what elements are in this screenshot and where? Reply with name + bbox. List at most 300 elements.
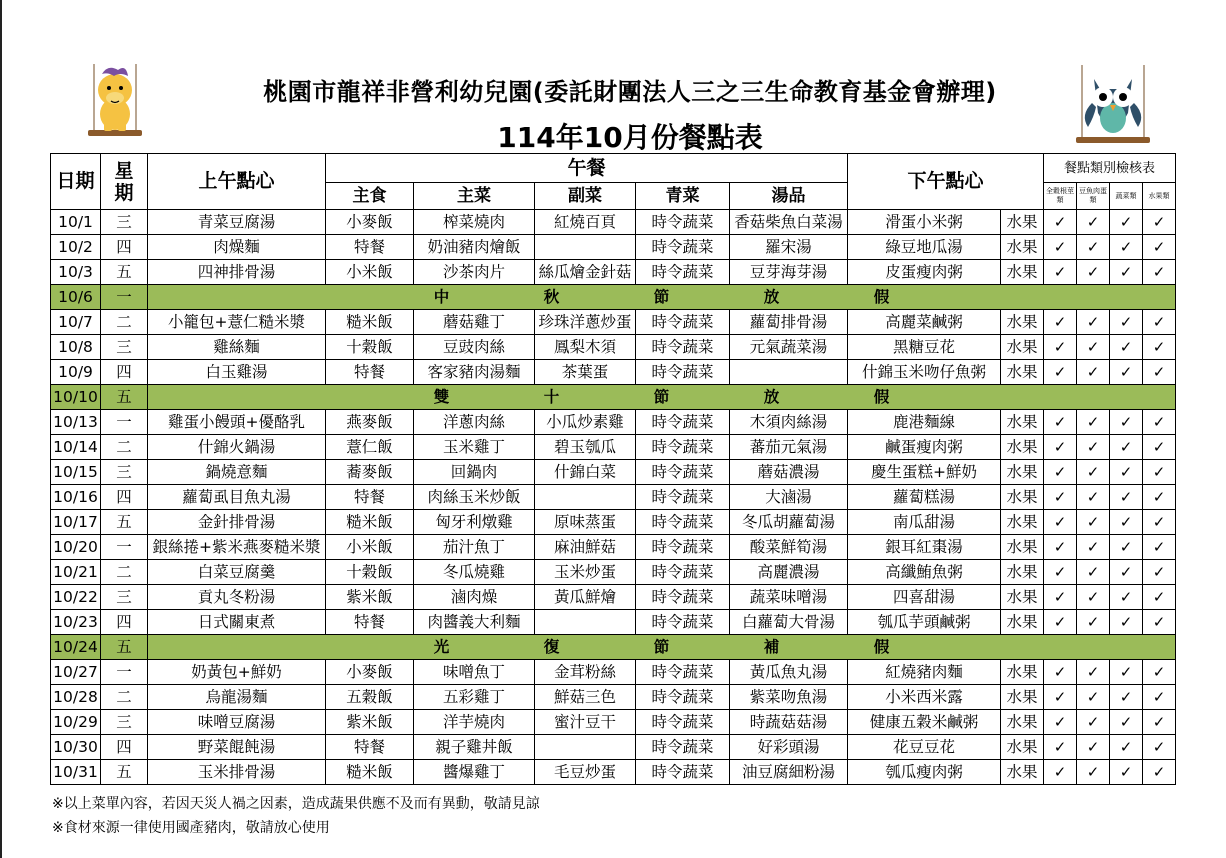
side-dish-cell: 玉米炒蛋: [535, 560, 636, 585]
check-grains-mark: ✓: [1044, 260, 1077, 285]
date-cell: 10/10: [51, 385, 101, 410]
header-check-protein: [1077, 183, 1110, 210]
check-vegetable-mark: ✓: [1110, 410, 1143, 435]
date-cell: 10/9: [51, 360, 101, 385]
meal-row: [51, 410, 1176, 435]
date-cell: 10/7: [51, 310, 101, 335]
main-dish-cell: 蘑菇雞丁: [414, 310, 535, 335]
meal-row: [51, 435, 1176, 460]
pm-snack-cell: 黑糖豆花: [848, 335, 1001, 360]
main-dish-cell: 榨菜燒肉: [414, 210, 535, 235]
header-date: 日期: [51, 154, 101, 210]
side-dish-cell: [535, 610, 636, 635]
pm-snack-cell: 鹹蛋瘦肉粥: [848, 435, 1001, 460]
meal-row: [51, 560, 1176, 585]
date-cell: 10/29: [51, 710, 101, 735]
holiday-char: 十: [543, 387, 560, 406]
main-dish-cell: 茄汁魚丁: [414, 535, 535, 560]
fruit-cell: 水果: [1001, 560, 1044, 585]
soup-cell: 元氣蔬菜湯: [730, 335, 848, 360]
vegetable-cell: 時令蔬菜: [636, 235, 730, 260]
pm-snack-cell: 瓠瓜瘦肉粥: [848, 760, 1001, 785]
side-dish-cell: 什錦白菜: [535, 460, 636, 485]
holiday-char: 秋: [543, 287, 560, 306]
meal-row: [51, 210, 1176, 235]
fruit-cell: 水果: [1001, 660, 1044, 685]
check-grains-mark: ✓: [1044, 310, 1077, 335]
staple-cell: 特餐: [326, 610, 414, 635]
holiday-char: 假: [873, 637, 890, 656]
date-cell: 10/17: [51, 510, 101, 535]
holiday-char: 放: [763, 387, 780, 406]
check-grains-mark: ✓: [1044, 710, 1077, 735]
weekday-cell: 四: [101, 610, 148, 635]
weekday-cell: 三: [101, 710, 148, 735]
staple-cell: 五穀飯: [326, 685, 414, 710]
header-check-vegetable: 蔬菜類: [1110, 183, 1143, 210]
meal-row: [51, 610, 1176, 635]
pm-snack-cell: 花豆豆花: [848, 735, 1001, 760]
meal-row: [51, 585, 1176, 610]
holiday-name: [148, 635, 1176, 660]
header-soup: 湯品: [730, 183, 848, 210]
check-grains-mark: ✓: [1044, 535, 1077, 560]
soup-cell: 時蔬菇菇湯: [730, 710, 848, 735]
header-check-grains-text: 全穀根莖類: [1046, 187, 1075, 204]
vegetable-cell: 時令蔬菜: [636, 310, 730, 335]
staple-cell: 小米飯: [326, 260, 414, 285]
weekday-cell: 一: [101, 535, 148, 560]
pm-snack-cell: 紅燒豬肉麵: [848, 660, 1001, 685]
side-dish-cell: 茶葉蛋: [535, 360, 636, 385]
check-protein-mark: ✓: [1077, 360, 1110, 385]
weekday-cell: 四: [101, 235, 148, 260]
main-dish-cell: 洋蔥肉絲: [414, 410, 535, 435]
check-fruit-mark: ✓: [1143, 335, 1176, 360]
check-vegetable-mark: ✓: [1110, 560, 1143, 585]
header-side-dish: 副菜: [535, 183, 636, 210]
pm-snack-cell: 瓠瓜芋頭鹹粥: [848, 610, 1001, 635]
check-grains-mark: ✓: [1044, 235, 1077, 260]
staple-cell: 小米飯: [326, 535, 414, 560]
soup-cell: 紫菜吻魚湯: [730, 685, 848, 710]
date-cell: 10/3: [51, 260, 101, 285]
vegetable-cell: 時令蔬菜: [636, 585, 730, 610]
staple-cell: 糙米飯: [326, 760, 414, 785]
am-snack-cell: 小籠包+薏仁糙米漿: [148, 310, 326, 335]
date-cell: 10/31: [51, 760, 101, 785]
vegetable-cell: 時令蔬菜: [636, 435, 730, 460]
check-protein-mark: ✓: [1077, 535, 1110, 560]
check-vegetable-mark: ✓: [1110, 510, 1143, 535]
main-dish-cell: 匈牙利燉雞: [414, 510, 535, 535]
check-protein-mark: ✓: [1077, 685, 1110, 710]
pm-snack-cell: 四喜甜湯: [848, 585, 1001, 610]
check-vegetable-mark: ✓: [1110, 610, 1143, 635]
pm-snack-cell: 小米西米露: [848, 685, 1001, 710]
check-protein-mark: ✓: [1077, 560, 1110, 585]
main-dish-cell: 醬爆雞丁: [414, 760, 535, 785]
meal-row: [51, 485, 1176, 510]
fruit-cell: 水果: [1001, 210, 1044, 235]
soup-cell: 豆芽海芽湯: [730, 260, 848, 285]
main-dish-cell: 冬瓜燒雞: [414, 560, 535, 585]
check-grains-mark: ✓: [1044, 560, 1077, 585]
weekday-cell: 三: [101, 335, 148, 360]
am-snack-cell: 白菜豆腐羹: [148, 560, 326, 585]
holiday-char: 中: [433, 287, 450, 306]
staple-cell: 特餐: [326, 360, 414, 385]
check-fruit-mark: ✓: [1143, 260, 1176, 285]
am-snack-cell: 奶黃包+鮮奶: [148, 660, 326, 685]
check-protein-mark: ✓: [1077, 335, 1110, 360]
main-dish-cell: 客家豬肉湯麵: [414, 360, 535, 385]
holiday-row: [51, 285, 1176, 310]
header-check-grains: [1044, 183, 1077, 210]
main-dish-cell: 沙茶肉片: [414, 260, 535, 285]
check-vegetable-mark: ✓: [1110, 310, 1143, 335]
side-dish-cell: 珍珠洋蔥炒蛋: [535, 310, 636, 335]
date-cell: 10/20: [51, 535, 101, 560]
main-dish-cell: 滷肉燥: [414, 585, 535, 610]
weekday-cell: 五: [101, 260, 148, 285]
header-lunch: 午餐: [326, 154, 848, 183]
check-vegetable-mark: ✓: [1110, 485, 1143, 510]
vegetable-cell: 時令蔬菜: [636, 210, 730, 235]
check-protein-mark: ✓: [1077, 510, 1110, 535]
soup-cell: 黃瓜魚丸湯: [730, 660, 848, 685]
pm-snack-cell: 慶生蛋糕+鮮奶: [848, 460, 1001, 485]
date-cell: 10/8: [51, 335, 101, 360]
soup-cell: 蔬菜味噌湯: [730, 585, 848, 610]
check-fruit-mark: ✓: [1143, 435, 1176, 460]
side-dish-cell: 碧玉瓠瓜: [535, 435, 636, 460]
check-fruit-mark: ✓: [1143, 710, 1176, 735]
side-dish-cell: 黃瓜鮮燴: [535, 585, 636, 610]
check-grains-mark: ✓: [1044, 210, 1077, 235]
soup-cell: 白蘿蔔大骨湯: [730, 610, 848, 635]
check-grains-mark: ✓: [1044, 660, 1077, 685]
check-fruit-mark: ✓: [1143, 210, 1176, 235]
fruit-cell: 水果: [1001, 710, 1044, 735]
vegetable-cell: 時令蔬菜: [636, 410, 730, 435]
side-dish-cell: 蜜汁豆干: [535, 710, 636, 735]
check-fruit-mark: ✓: [1143, 660, 1176, 685]
meal-row: [51, 235, 1176, 260]
check-grains-mark: ✓: [1044, 360, 1077, 385]
staple-cell: 薏仁飯: [326, 435, 414, 460]
check-grains-mark: ✓: [1044, 435, 1077, 460]
holiday-char: 假: [873, 387, 890, 406]
fruit-cell: 水果: [1001, 460, 1044, 485]
weekday-cell: 五: [101, 510, 148, 535]
holiday-char: 光: [433, 637, 450, 656]
date-cell: 10/15: [51, 460, 101, 485]
check-protein-mark: ✓: [1077, 710, 1110, 735]
am-snack-cell: 貢丸冬粉湯: [148, 585, 326, 610]
am-snack-cell: 玉米排骨湯: [148, 760, 326, 785]
header-weekday-text: 星期: [114, 159, 134, 204]
pm-snack-cell: 高纖鮪魚粥: [848, 560, 1001, 585]
soup-cell: 冬瓜胡蘿蔔湯: [730, 510, 848, 535]
side-dish-cell: 鮮菇三色: [535, 685, 636, 710]
staple-cell: 燕麥飯: [326, 410, 414, 435]
check-grains-mark: ✓: [1044, 685, 1077, 710]
check-protein-mark: ✓: [1077, 410, 1110, 435]
pm-snack-cell: 南瓜甜湯: [848, 510, 1001, 535]
fruit-cell: 水果: [1001, 260, 1044, 285]
header-check-group: 餐點類別檢核表: [1044, 154, 1176, 183]
note-pork: ※食材來源一律使用國產豬肉，敬請放心使用: [52, 820, 330, 836]
check-fruit-mark: ✓: [1143, 460, 1176, 485]
soup-cell: [730, 360, 848, 385]
vegetable-cell: 時令蔬菜: [636, 660, 730, 685]
vegetable-cell: 時令蔬菜: [636, 735, 730, 760]
side-dish-cell: [535, 735, 636, 760]
check-grains-mark: ✓: [1044, 735, 1077, 760]
vegetable-cell: 時令蔬菜: [636, 710, 730, 735]
holiday-char: 假: [873, 287, 890, 306]
check-fruit-mark: ✓: [1143, 585, 1176, 610]
am-snack-cell: 金針排骨湯: [148, 510, 326, 535]
meal-row: [51, 685, 1176, 710]
check-vegetable-mark: ✓: [1110, 585, 1143, 610]
weekday-cell: 五: [101, 760, 148, 785]
pm-snack-cell: 皮蛋瘦肉粥: [848, 260, 1001, 285]
fruit-cell: 水果: [1001, 585, 1044, 610]
holiday-row: [51, 635, 1176, 660]
check-fruit-mark: ✓: [1143, 235, 1176, 260]
am-snack-cell: 青菜豆腐湯: [148, 210, 326, 235]
check-grains-mark: ✓: [1044, 460, 1077, 485]
fruit-cell: 水果: [1001, 735, 1044, 760]
check-vegetable-mark: ✓: [1110, 735, 1143, 760]
holiday-row: [51, 385, 1176, 410]
staple-cell: 十穀飯: [326, 335, 414, 360]
holiday-char: 放: [763, 287, 780, 306]
check-grains-mark: ✓: [1044, 485, 1077, 510]
header-staple: 主食: [326, 183, 414, 210]
vegetable-cell: 時令蔬菜: [636, 685, 730, 710]
weekday-cell: 五: [101, 385, 148, 410]
check-vegetable-mark: ✓: [1110, 360, 1143, 385]
staple-cell: 特餐: [326, 235, 414, 260]
holiday-char: 雙: [433, 387, 450, 406]
check-protein-mark: ✓: [1077, 310, 1110, 335]
weekday-cell: 三: [101, 460, 148, 485]
vegetable-cell: 時令蔬菜: [636, 610, 730, 635]
check-grains-mark: ✓: [1044, 585, 1077, 610]
am-snack-cell: 野菜餛飩湯: [148, 735, 326, 760]
check-vegetable-mark: ✓: [1110, 460, 1143, 485]
meal-row: [51, 360, 1176, 385]
check-grains-mark: ✓: [1044, 335, 1077, 360]
pm-snack-cell: 健康五穀米鹹粥: [848, 710, 1001, 735]
vegetable-cell: 時令蔬菜: [636, 260, 730, 285]
am-snack-cell: 味噌豆腐湯: [148, 710, 326, 735]
meal-row: [51, 310, 1176, 335]
header-check-protein-text: 豆魚肉蛋類: [1079, 187, 1108, 204]
meal-row: [51, 735, 1176, 760]
check-fruit-mark: ✓: [1143, 310, 1176, 335]
weekday-cell: 四: [101, 360, 148, 385]
vegetable-cell: 時令蔬菜: [636, 760, 730, 785]
check-vegetable-mark: ✓: [1110, 260, 1143, 285]
holiday-name: [148, 285, 1176, 310]
check-vegetable-mark: ✓: [1110, 335, 1143, 360]
meal-row: [51, 535, 1176, 560]
header-weekday: [101, 154, 148, 210]
check-vegetable-mark: ✓: [1110, 660, 1143, 685]
date-cell: 10/30: [51, 735, 101, 760]
staple-cell: 小麥飯: [326, 660, 414, 685]
check-protein-mark: ✓: [1077, 485, 1110, 510]
meal-row: [51, 660, 1176, 685]
fruit-cell: 水果: [1001, 610, 1044, 635]
main-dish-cell: 豆豉肉絲: [414, 335, 535, 360]
weekday-cell: 四: [101, 735, 148, 760]
main-dish-cell: 肉醬義大利麵: [414, 610, 535, 635]
date-cell: 10/22: [51, 585, 101, 610]
pm-snack-cell: 銀耳紅棗湯: [848, 535, 1001, 560]
check-protein-mark: ✓: [1077, 585, 1110, 610]
holiday-char: 節: [653, 387, 670, 406]
vegetable-cell: 時令蔬菜: [636, 460, 730, 485]
fruit-cell: 水果: [1001, 310, 1044, 335]
check-grains-mark: ✓: [1044, 610, 1077, 635]
date-cell: 10/2: [51, 235, 101, 260]
check-protein-mark: ✓: [1077, 260, 1110, 285]
fruit-cell: 水果: [1001, 435, 1044, 460]
check-fruit-mark: ✓: [1143, 360, 1176, 385]
main-dish-cell: 親子雞丼飯: [414, 735, 535, 760]
main-dish-cell: 肉絲玉米炒飯: [414, 485, 535, 510]
check-vegetable-mark: ✓: [1110, 435, 1143, 460]
check-protein-mark: ✓: [1077, 210, 1110, 235]
header-check-fruit: 水果類: [1143, 183, 1176, 210]
check-fruit-mark: ✓: [1143, 560, 1176, 585]
check-vegetable-mark: ✓: [1110, 710, 1143, 735]
organization-title: 桃園市龍祥非營利幼兒園(委託財團法人三之三生命教育基金會辦理): [263, 78, 997, 106]
weekday-cell: 二: [101, 310, 148, 335]
am-snack-cell: 銀絲捲+紫米燕麥糙米漿: [148, 535, 326, 560]
check-vegetable-mark: ✓: [1110, 760, 1143, 785]
soup-cell: 蘿蔔排骨湯: [730, 310, 848, 335]
staple-cell: 紫米飯: [326, 710, 414, 735]
pm-snack-cell: 鹿港麵線: [848, 410, 1001, 435]
staple-cell: 紫米飯: [326, 585, 414, 610]
am-snack-cell: 肉燥麵: [148, 235, 326, 260]
pm-snack-cell: 滑蛋小米粥: [848, 210, 1001, 235]
weekday-cell: 一: [101, 410, 148, 435]
am-snack-cell: 雞絲麵: [148, 335, 326, 360]
fruit-cell: 水果: [1001, 760, 1044, 785]
meal-row: [51, 710, 1176, 735]
menu-body: [51, 210, 1176, 785]
date-cell: 10/6: [51, 285, 101, 310]
date-cell: 10/24: [51, 635, 101, 660]
meal-menu-table: [50, 153, 1176, 785]
soup-cell: 好彩頭湯: [730, 735, 848, 760]
holiday-char: 節: [653, 287, 670, 306]
date-cell: 10/23: [51, 610, 101, 635]
main-dish-cell: 洋芋燒肉: [414, 710, 535, 735]
weekday-cell: 三: [101, 585, 148, 610]
main-dish-cell: 回鍋肉: [414, 460, 535, 485]
header-am-snack: 上午點心: [148, 154, 326, 210]
date-cell: 10/21: [51, 560, 101, 585]
weekday-cell: 四: [101, 485, 148, 510]
check-fruit-mark: ✓: [1143, 760, 1176, 785]
header-vegetable: 青菜: [636, 183, 730, 210]
check-fruit-mark: ✓: [1143, 735, 1176, 760]
meal-row: [51, 510, 1176, 535]
check-fruit-mark: ✓: [1143, 510, 1176, 535]
weekday-cell: 三: [101, 210, 148, 235]
side-dish-cell: [535, 485, 636, 510]
soup-cell: 高麗濃湯: [730, 560, 848, 585]
soup-cell: 香菇柴魚白菜湯: [730, 210, 848, 235]
weekday-cell: 二: [101, 435, 148, 460]
check-protein-mark: ✓: [1077, 435, 1110, 460]
am-snack-cell: 鍋燒意麵: [148, 460, 326, 485]
meal-row: [51, 460, 1176, 485]
check-vegetable-mark: ✓: [1110, 535, 1143, 560]
fruit-cell: 水果: [1001, 360, 1044, 385]
soup-cell: 酸菜鮮筍湯: [730, 535, 848, 560]
horse-mascot-icon: [78, 62, 152, 144]
weekday-cell: 二: [101, 685, 148, 710]
vegetable-cell: 時令蔬菜: [636, 560, 730, 585]
fruit-cell: 水果: [1001, 685, 1044, 710]
page-edge: [0, 0, 2, 858]
date-cell: 10/14: [51, 435, 101, 460]
weekday-cell: 一: [101, 660, 148, 685]
side-dish-cell: 毛豆炒蛋: [535, 760, 636, 785]
main-dish-cell: 味噌魚丁: [414, 660, 535, 685]
check-fruit-mark: ✓: [1143, 535, 1176, 560]
side-dish-cell: 原味蒸蛋: [535, 510, 636, 535]
weekday-cell: 二: [101, 560, 148, 585]
date-cell: 10/27: [51, 660, 101, 685]
side-dish-cell: 麻油鮮菇: [535, 535, 636, 560]
soup-cell: 蕃茄元氣湯: [730, 435, 848, 460]
date-cell: 10/16: [51, 485, 101, 510]
check-vegetable-mark: ✓: [1110, 210, 1143, 235]
check-grains-mark: ✓: [1044, 510, 1077, 535]
soup-cell: 大滷湯: [730, 485, 848, 510]
date-cell: 10/28: [51, 685, 101, 710]
vegetable-cell: 時令蔬菜: [636, 535, 730, 560]
soup-cell: 蘑菇濃湯: [730, 460, 848, 485]
am-snack-cell: 日式關東煮: [148, 610, 326, 635]
vegetable-cell: 時令蔬菜: [636, 510, 730, 535]
check-fruit-mark: ✓: [1143, 685, 1176, 710]
menu-title: 114年10月份餐點表: [497, 121, 763, 154]
am-snack-cell: 烏龍湯麵: [148, 685, 326, 710]
holiday-char: 補: [763, 637, 780, 656]
staple-cell: 十穀飯: [326, 560, 414, 585]
meal-row: [51, 260, 1176, 285]
fruit-cell: 水果: [1001, 485, 1044, 510]
am-snack-cell: 雞蛋小饅頭+優酪乳: [148, 410, 326, 435]
fruit-cell: 水果: [1001, 410, 1044, 435]
pm-snack-cell: 什錦玉米吻仔魚粥: [848, 360, 1001, 385]
check-protein-mark: ✓: [1077, 760, 1110, 785]
header-main-dish: 主菜: [414, 183, 535, 210]
check-protein-mark: ✓: [1077, 235, 1110, 260]
staple-cell: 特餐: [326, 735, 414, 760]
